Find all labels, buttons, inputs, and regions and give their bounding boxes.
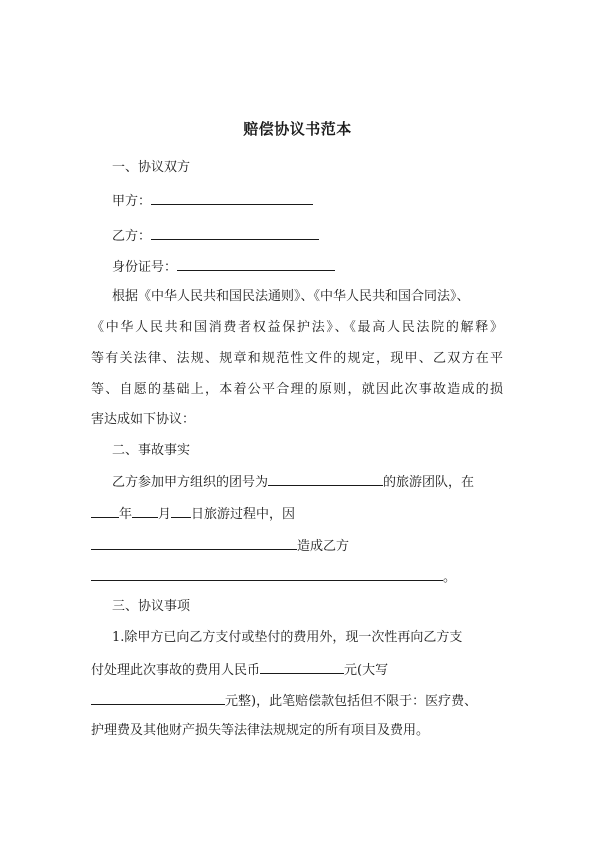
result-blank (91, 566, 443, 581)
cause-blank (91, 535, 297, 550)
cause-suffix: 造成乙方 (297, 539, 350, 554)
party-a-label: 甲方： (112, 194, 152, 209)
section-heading-facts: 二、事故事实 (112, 443, 191, 458)
facts-line-1 (112, 471, 474, 493)
terms-line-3-text: 元整)，此笔赔偿款包括但不限于：医疗费、 (225, 694, 478, 709)
year-blank (91, 503, 119, 518)
intro-line-1: 根据《中华人民共和国民法通则》、《中华人民共和国合同法》、 (112, 289, 470, 304)
party-b-line (112, 225, 319, 247)
month-blank (132, 503, 158, 518)
result-period: 。 (443, 570, 457, 585)
terms-line-3 (91, 690, 477, 712)
amount-words-blank (91, 690, 225, 705)
terms-line-1: 1.除甲方已向乙方支付或垫付的费用外，现一次性再向乙方支 (112, 630, 463, 645)
amount-words-label: 元(大写 (344, 663, 389, 678)
intro-line-3: 等有关法律、法规、规章和规范性文件的规定，现甲、乙双方在平 (91, 351, 503, 366)
facts-line-2 (91, 503, 295, 525)
party-b-label: 乙方： (112, 229, 152, 244)
intro-line-4: 等、自愿的基础上，本着公平合理的原则，就因此次事故造成的损 (91, 382, 503, 397)
party-a-line (112, 190, 313, 212)
facts-tour-label: 乙方参加甲方组织的团号为 (112, 475, 269, 490)
day-blank (171, 503, 191, 518)
facts-line-4 (91, 566, 456, 588)
facts-tour-suffix: 的旅游团队，在 (383, 475, 475, 490)
document-title: 赔偿协议书范本 (243, 120, 352, 138)
party-b-blank (151, 225, 319, 240)
party-a-blank (151, 190, 313, 205)
month-label: 月 (158, 507, 172, 522)
intro-line-5: 害达成如下协议： (91, 412, 196, 427)
id-number-line (112, 256, 335, 278)
id-number-label: 身份证号： (112, 260, 178, 275)
id-number-blank (177, 256, 335, 271)
terms-line-2 (91, 659, 388, 681)
tour-group-number-blank (268, 471, 383, 486)
intro-line-2: 《中华人民共和国消费者权益保护法》、《最高人民法院的解释》 (91, 320, 503, 335)
day-label: 日旅游过程中，因 (191, 507, 296, 522)
amount-blank (260, 659, 344, 674)
section-heading-terms: 三、协议事项 (112, 599, 191, 614)
section-heading-parties: 一、协议双方 (112, 160, 191, 175)
year-label: 年 (119, 507, 133, 522)
facts-line-3 (91, 535, 349, 557)
terms-line-4: 护理费及其他财产损失等法律法规规定的所有项目及费用。 (91, 723, 430, 738)
amount-label: 付处理此次事故的费用人民币 (91, 663, 261, 678)
